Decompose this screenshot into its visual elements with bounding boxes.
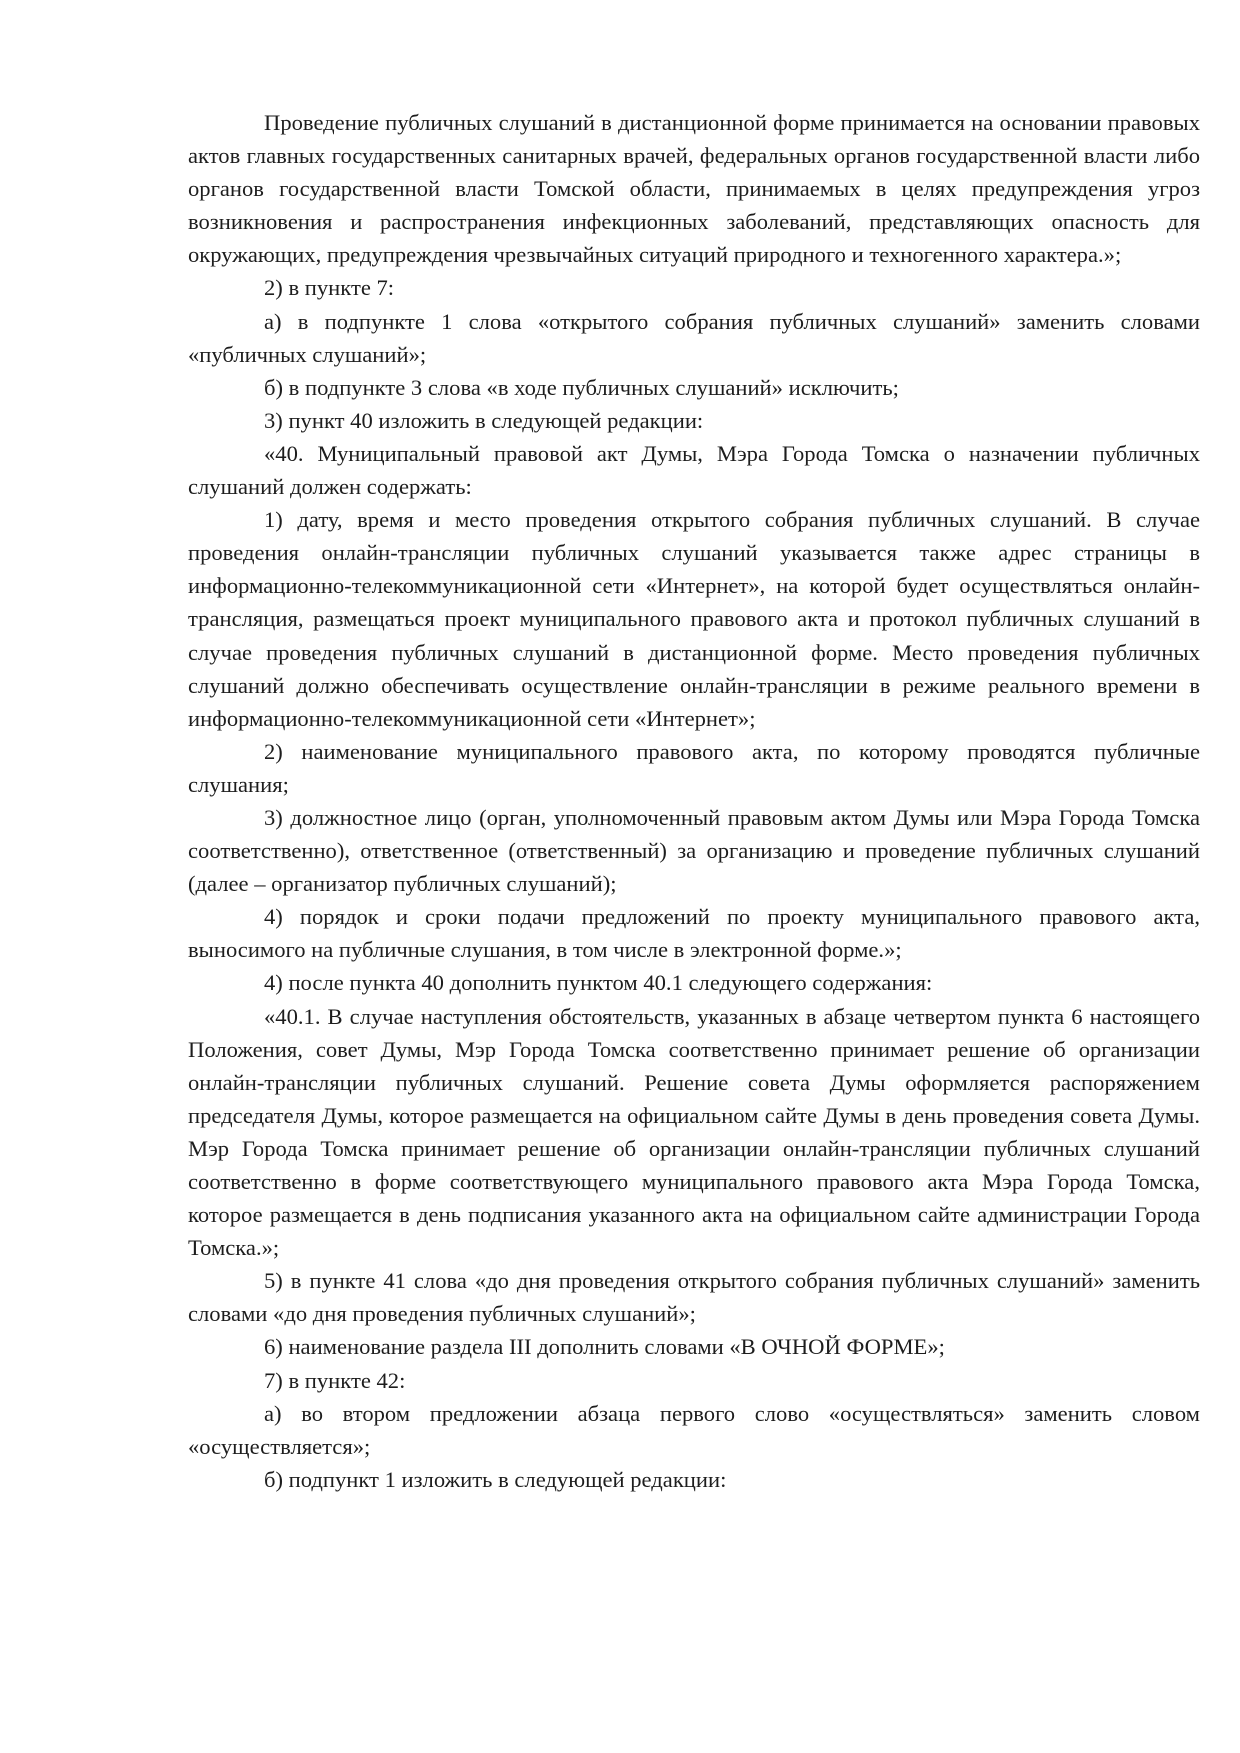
paragraph-clause-40-sub-4: 4) порядок и сроки подачи предложений по проекту муниципального правового акта, выносимого на публичные слушания, в том числе в электронной форме.»; (188, 904, 1200, 963)
paragraph-item-7: 7) в пункте 42: (264, 1367, 406, 1393)
paragraph-item-4: 4) после пункта 40 дополнить пунктом 40.1 следующего содержания: (264, 970, 933, 996)
paragraph-item-7a: а) во втором предложении абзаца первого слово «осуществляться» заменить словом «осуществляется»; (188, 1400, 1200, 1459)
paragraph-item-2b: б) в подпункте 3 слова «в ходе публичных слушаний» исключить; (264, 374, 899, 400)
paragraph-item-7b: б) подпункт 1 изложить в следующей редакции: (264, 1466, 727, 1492)
paragraph-item-2: 2) в пункте 7: (264, 275, 395, 301)
paragraph-item-6: 6) наименование раздела III дополнить словами «В ОЧНОЙ ФОРМЕ»; (264, 1334, 945, 1360)
paragraph-clause-40-sub-3: 3) должностное лицо (орган, уполномоченный правовым актом Думы или Мэра Города Томска соответственно), ответственное (ответственный) за организацию и проведение публичных слушаний (далее – организатор публичных слушаний); (188, 804, 1200, 897)
paragraph-item-2a: а) в подпункте 1 слова «открытого собрания публичных слушаний» заменить словами «публичных слушаний»; (188, 308, 1200, 367)
paragraph-clause-40-sub-2: 2) наименование муниципального правового акта, по которому проводятся публичные слушания; (188, 738, 1200, 797)
paragraph-remote-hearings-basis: Проведение публичных слушаний в дистанционной форме принимается на основании правовых актов главных государственных санитарных врачей, федеральных органов государственной власти либо органов государственной власти Томской области, принимаемых в целях предупреждения угроз возникновения и распространения инфекционных заболеваний, представляющих опасность для окружающих, предупреждения чрезвычайных ситуаций природного и техногенного характера.»; (188, 110, 1200, 268)
paragraph-clause-40-sub-1: 1) дату, время и место проведения открытого собрания публичных слушаний. В случае проведения онлайн-трансляции публичных слушаний указывается также адрес страницы в информационно-телекоммуникационной сети «Интернет», на которой будет осуществляться онлайн-трансляция, размещаться проект муниципального правового акта и протокол публичных слушаний в случае проведения публичных слушаний в дистанционной форме. Место проведения публичных слушаний должно обеспечивать осуществление онлайн-трансляции в режиме реального времени в информационно-телекоммуникационной сети «Интернет»; (188, 507, 1200, 731)
paragraph-item-5: 5) в пункте 41 слова «до дня проведения открытого собрания публичных слушаний» заменить словами «до дня проведения публичных слушаний»; (188, 1268, 1200, 1327)
paragraph-item-3: 3) пункт 40 изложить в следующей редакции: (264, 407, 704, 433)
paragraph-clause-40-1: «40.1. В случае наступления обстоятельств, указанных в абзаце четвертом пункта 6 настоящего Положения, совет Думы, Мэр Города Томска соответственно принимает решение об организации онлайн-трансляции публичных слушаний. Решение совета Думы оформляется распоряжением председателя Думы, которое размещается на официальном сайте Думы в день проведения совета Думы. Мэр Города Томска принимает решение об организации онлайн-трансляции публичных слушаний соответственно в форме соответствующего муниципального правового акта Мэра Города Томска, которое размещается в день подписания указанного акта на официальном сайте администрации Города Томска.»; (188, 1003, 1200, 1261)
paragraph-clause-40: «40. Муниципальный правовой акт Думы, Мэра Города Томска о назначении публичных слушаний должен содержать: (188, 440, 1200, 500)
document-body (188, 106, 1200, 1496)
